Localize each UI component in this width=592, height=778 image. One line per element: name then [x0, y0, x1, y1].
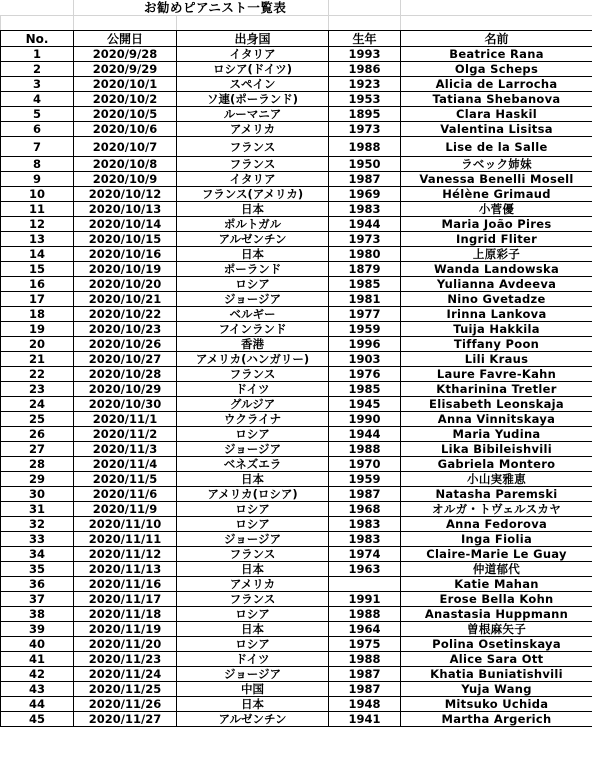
- cell-name[interactable]: 上原彩子: [401, 247, 592, 262]
- cell-year[interactable]: 1944: [329, 217, 401, 232]
- cell-date[interactable]: 2020/10/20: [74, 277, 177, 292]
- header-year[interactable]: 生年: [329, 31, 401, 47]
- cell-no[interactable]: 22: [1, 367, 74, 382]
- cell-name[interactable]: Ktharinina Tretler: [401, 382, 592, 397]
- table-row: [1, 592, 592, 607]
- cell-country[interactable]: 中国: [177, 682, 329, 697]
- table-row: [1, 517, 592, 532]
- cell-year[interactable]: 1895: [329, 107, 401, 122]
- cell-year[interactable]: 1976: [329, 367, 401, 382]
- cell-name[interactable]: Clara Haskil: [401, 107, 592, 122]
- cell-name[interactable]: Mitsuko Uchida: [401, 697, 592, 712]
- cell-date[interactable]: 2020/11/16: [74, 577, 177, 592]
- cell-name[interactable]: Nino Gvetadze: [401, 292, 592, 307]
- cell-country[interactable]: ソ連(ポーランド): [177, 92, 329, 107]
- cell-year[interactable]: 1953: [329, 92, 401, 107]
- cell-year[interactable]: 1996: [329, 337, 401, 352]
- table-row: [1, 577, 592, 592]
- cell-country[interactable]: ロシア(ドイツ): [177, 62, 329, 77]
- table-row: [1, 682, 592, 697]
- cell-name[interactable]: Martha Argerich: [401, 712, 592, 727]
- cell-country[interactable]: 香港: [177, 337, 329, 352]
- cell-year[interactable]: 1987: [329, 487, 401, 502]
- cell-country[interactable]: アメリカ: [177, 122, 329, 137]
- cell-year[interactable]: 1988: [329, 442, 401, 457]
- cell-country[interactable]: ロシア: [177, 607, 329, 622]
- cell-date[interactable]: 2020/11/17: [74, 592, 177, 607]
- cell-no[interactable]: 6: [1, 122, 74, 137]
- cell-name[interactable]: Elisabeth Leonskaja: [401, 397, 592, 412]
- cell-name[interactable]: Tuija Hakkila: [401, 322, 592, 337]
- cell-year[interactable]: 1983: [329, 532, 401, 547]
- cell-country[interactable]: フランス: [177, 137, 329, 157]
- cell-no[interactable]: 17: [1, 292, 74, 307]
- cell-no[interactable]: 24: [1, 397, 74, 412]
- table-row: [1, 122, 592, 137]
- cell-name[interactable]: Tatiana Shebanova: [401, 92, 592, 107]
- cell-date[interactable]: 2020/11/5: [74, 472, 177, 487]
- cell-country[interactable]: フランス: [177, 157, 329, 172]
- cell-date[interactable]: 2020/11/4: [74, 457, 177, 472]
- cell[interactable]: [329, 0, 401, 16]
- table-row: [1, 292, 592, 307]
- cell-country[interactable]: フランス(アメリカ): [177, 187, 329, 202]
- cell-year[interactable]: 1987: [329, 682, 401, 697]
- cell-year[interactable]: 1980: [329, 247, 401, 262]
- cell-date[interactable]: 2020/11/6: [74, 487, 177, 502]
- cell-date[interactable]: 2020/10/30: [74, 397, 177, 412]
- cell-no[interactable]: 44: [1, 697, 74, 712]
- table-row: [1, 137, 592, 157]
- cell-year[interactable]: 1948: [329, 697, 401, 712]
- cell-date[interactable]: 2020/11/20: [74, 637, 177, 652]
- table-row: [1, 412, 592, 427]
- cell-no[interactable]: 43: [1, 682, 74, 697]
- table-row: [1, 107, 592, 122]
- cell-date[interactable]: 2020/10/9: [74, 172, 177, 187]
- cell-country[interactable]: アメリカ(ロシア): [177, 487, 329, 502]
- cell-date[interactable]: 2020/10/16: [74, 247, 177, 262]
- cell-date[interactable]: 2020/10/12: [74, 187, 177, 202]
- table-row: [1, 367, 592, 382]
- table-row: [1, 262, 592, 277]
- cell-year[interactable]: 1985: [329, 277, 401, 292]
- cell-date[interactable]: 2020/10/7: [74, 137, 177, 157]
- cell-country[interactable]: フランス: [177, 367, 329, 382]
- cell-country[interactable]: アメリカ: [177, 577, 329, 592]
- cell-name[interactable]: Anna Vinnitskaya: [401, 412, 592, 427]
- cell-country[interactable]: ドイツ: [177, 382, 329, 397]
- cell-date[interactable]: 2020/11/26: [74, 697, 177, 712]
- cell-name[interactable]: Wanda Landowska: [401, 262, 592, 277]
- cell-country[interactable]: ベルギー: [177, 307, 329, 322]
- cell-no[interactable]: 28: [1, 457, 74, 472]
- cell-year[interactable]: 1964: [329, 622, 401, 637]
- cell-date[interactable]: 2020/10/21: [74, 292, 177, 307]
- cell-year[interactable]: 1987: [329, 172, 401, 187]
- cell-no[interactable]: 4: [1, 92, 74, 107]
- cell-country[interactable]: 日本: [177, 697, 329, 712]
- cell-name[interactable]: Beatrice Rana: [401, 47, 592, 62]
- cell-country[interactable]: フインランド: [177, 322, 329, 337]
- cell-country[interactable]: アルゼンチン: [177, 232, 329, 247]
- cell-year[interactable]: 1941: [329, 712, 401, 727]
- cell-date[interactable]: 2020/9/28: [74, 47, 177, 62]
- cell[interactable]: [74, 16, 177, 31]
- cell-no[interactable]: 27: [1, 442, 74, 457]
- cell-year[interactable]: 1981: [329, 292, 401, 307]
- cell-no[interactable]: 39: [1, 622, 74, 637]
- table-row: [1, 697, 592, 712]
- cell-no[interactable]: 12: [1, 217, 74, 232]
- cell-name[interactable]: Olga Scheps: [401, 62, 592, 77]
- cell-name[interactable]: Anastasia Huppmann: [401, 607, 592, 622]
- cell-year[interactable]: 1973: [329, 232, 401, 247]
- cell-name[interactable]: Valentina Lisitsa: [401, 122, 592, 137]
- table-row: [1, 247, 592, 262]
- cell-date[interactable]: 2020/11/9: [74, 502, 177, 517]
- header-name[interactable]: 名前: [401, 31, 592, 47]
- cell-name[interactable]: Tiffany Poon: [401, 337, 592, 352]
- cell-country[interactable]: ロシア: [177, 277, 329, 292]
- cell-no[interactable]: 9: [1, 172, 74, 187]
- cell-date[interactable]: 2020/10/28: [74, 367, 177, 382]
- cell-year[interactable]: 1987: [329, 667, 401, 682]
- cell-date[interactable]: 2020/10/26: [74, 337, 177, 352]
- cell-no[interactable]: 3: [1, 77, 74, 92]
- cell-name[interactable]: Maria Yudina: [401, 427, 592, 442]
- cell-name[interactable]: 仲道郁代: [401, 562, 592, 577]
- table-row: [1, 172, 592, 187]
- table-row: [1, 307, 592, 322]
- cell-name[interactable]: Anna Fedorova: [401, 517, 592, 532]
- cell[interactable]: [1, 16, 74, 31]
- table-row: [1, 202, 592, 217]
- blank-row: [1, 16, 592, 31]
- cell-no[interactable]: 19: [1, 322, 74, 337]
- cell-no[interactable]: 32: [1, 517, 74, 532]
- cell-no[interactable]: 11: [1, 202, 74, 217]
- cell-name[interactable]: 小菅優: [401, 202, 592, 217]
- cell-date[interactable]: 2020/9/29: [74, 62, 177, 77]
- cell-date[interactable]: 2020/11/23: [74, 652, 177, 667]
- cell-date[interactable]: 2020/10/15: [74, 232, 177, 247]
- cell-date[interactable]: 2020/10/22: [74, 307, 177, 322]
- cell-country[interactable]: 日本: [177, 247, 329, 262]
- table-row: [1, 187, 592, 202]
- cell-no[interactable]: 41: [1, 652, 74, 667]
- cell-country[interactable]: ポーランド: [177, 262, 329, 277]
- cell-date[interactable]: 2020/11/19: [74, 622, 177, 637]
- cell-date[interactable]: 2020/11/27: [74, 712, 177, 727]
- cell-no[interactable]: 33: [1, 532, 74, 547]
- cell-no[interactable]: 8: [1, 157, 74, 172]
- cell-year[interactable]: 1945: [329, 397, 401, 412]
- cell-date[interactable]: 2020/11/3: [74, 442, 177, 457]
- cell-date[interactable]: 2020/10/2: [74, 92, 177, 107]
- cell-name[interactable]: Inga Fiolia: [401, 532, 592, 547]
- table-row: [1, 547, 592, 562]
- cell[interactable]: [177, 16, 329, 31]
- cell-name[interactable]: Yuja Wang: [401, 682, 592, 697]
- cell[interactable]: [329, 16, 401, 31]
- cell-name[interactable]: Katie Mahan: [401, 577, 592, 592]
- cell-name[interactable]: 小山実雅恵: [401, 472, 592, 487]
- cell[interactable]: [1, 0, 74, 16]
- cell-year[interactable]: [329, 577, 401, 592]
- cell-country[interactable]: ジョージア: [177, 292, 329, 307]
- cell-date[interactable]: 2020/10/13: [74, 202, 177, 217]
- table-row: [1, 472, 592, 487]
- cell-country[interactable]: グルジア: [177, 397, 329, 412]
- cell-no[interactable]: 38: [1, 607, 74, 622]
- cell-year[interactable]: 1959: [329, 472, 401, 487]
- cell-date[interactable]: 2020/10/27: [74, 352, 177, 367]
- cell-country[interactable]: アルゼンチン: [177, 712, 329, 727]
- cell-no[interactable]: 10: [1, 187, 74, 202]
- cell-date[interactable]: 2020/10/5: [74, 107, 177, 122]
- cell-name[interactable]: Maria João Pires: [401, 217, 592, 232]
- cell-country[interactable]: ドイツ: [177, 652, 329, 667]
- cell-no[interactable]: 2: [1, 62, 74, 77]
- cell-name[interactable]: Hélène Grimaud: [401, 187, 592, 202]
- cell-no[interactable]: 34: [1, 547, 74, 562]
- cell-name[interactable]: Ingrid Fliter: [401, 232, 592, 247]
- cell-no[interactable]: 29: [1, 472, 74, 487]
- cell-name[interactable]: Laure Favre-Kahn: [401, 367, 592, 382]
- table-row: [1, 457, 592, 472]
- cell-name[interactable]: Gabriela Montero: [401, 457, 592, 472]
- table-row: [1, 77, 592, 92]
- cell-no[interactable]: 31: [1, 502, 74, 517]
- cell-name[interactable]: Claire-Marie Le Guay: [401, 547, 592, 562]
- cell-year[interactable]: 1983: [329, 202, 401, 217]
- table-row: [1, 232, 592, 247]
- cell-date[interactable]: 2020/11/24: [74, 667, 177, 682]
- cell-name[interactable]: Lili Kraus: [401, 352, 592, 367]
- cell-date[interactable]: 2020/10/29: [74, 382, 177, 397]
- cell-country[interactable]: 日本: [177, 622, 329, 637]
- cell-year[interactable]: 1944: [329, 427, 401, 442]
- cell-no[interactable]: 42: [1, 667, 74, 682]
- cell-country[interactable]: ジョージア: [177, 667, 329, 682]
- cell-name[interactable]: 曽根麻矢子: [401, 622, 592, 637]
- cell-country[interactable]: スペイン: [177, 77, 329, 92]
- cell-year[interactable]: 1969: [329, 187, 401, 202]
- table-row: [1, 397, 592, 412]
- cell-name[interactable]: Yulianna Avdeeva: [401, 277, 592, 292]
- cell-no[interactable]: 37: [1, 592, 74, 607]
- cell-no[interactable]: 20: [1, 337, 74, 352]
- cell-date[interactable]: 2020/11/2: [74, 427, 177, 442]
- table-row: [1, 352, 592, 367]
- cell-country[interactable]: ウクライナ: [177, 412, 329, 427]
- cell-country[interactable]: フランス: [177, 547, 329, 562]
- table-row: [1, 607, 592, 622]
- cell-no[interactable]: 5: [1, 107, 74, 122]
- cell-country[interactable]: ジョージア: [177, 532, 329, 547]
- cell-country[interactable]: 日本: [177, 472, 329, 487]
- cell-year[interactable]: 1973: [329, 122, 401, 137]
- cell-year[interactable]: 1963: [329, 562, 401, 577]
- cell-country[interactable]: ロシア: [177, 637, 329, 652]
- cell-country[interactable]: ルーマニア: [177, 107, 329, 122]
- cell-country[interactable]: 日本: [177, 562, 329, 577]
- cell-country[interactable]: アメリカ(ハンガリー): [177, 352, 329, 367]
- table-row: [1, 652, 592, 667]
- cell-year[interactable]: 1959: [329, 322, 401, 337]
- cell-no[interactable]: 15: [1, 262, 74, 277]
- cell-year[interactable]: 1990: [329, 412, 401, 427]
- cell-name[interactable]: Khatia Buniatishvili: [401, 667, 592, 682]
- cell-name[interactable]: Natasha Paremski: [401, 487, 592, 502]
- cell-date[interactable]: 2020/11/25: [74, 682, 177, 697]
- cell-no[interactable]: 18: [1, 307, 74, 322]
- cell[interactable]: [401, 16, 592, 31]
- table-row: [1, 667, 592, 682]
- cell-no[interactable]: 40: [1, 637, 74, 652]
- cell-no[interactable]: 14: [1, 247, 74, 262]
- cell-name[interactable]: Erose Bella Kohn: [401, 592, 592, 607]
- cell-date[interactable]: 2020/10/1: [74, 77, 177, 92]
- cell-country[interactable]: ロシア: [177, 502, 329, 517]
- header-country[interactable]: 出身国: [177, 31, 329, 47]
- sheet-title[interactable]: お勧めピアニスト一覧表: [74, 0, 329, 16]
- table-row: [1, 217, 592, 232]
- cell[interactable]: [401, 0, 592, 16]
- header-row: [1, 31, 592, 47]
- cell-country[interactable]: ジョージア: [177, 442, 329, 457]
- table-row: [1, 712, 592, 727]
- table-row: [1, 92, 592, 107]
- cell-country[interactable]: 日本: [177, 202, 329, 217]
- cell-name[interactable]: Lise de la Salle: [401, 137, 592, 157]
- cell-year[interactable]: 1879: [329, 262, 401, 277]
- cell-no[interactable]: 36: [1, 577, 74, 592]
- table-row: [1, 532, 592, 547]
- header-no[interactable]: No.: [1, 31, 74, 47]
- table-row: [1, 502, 592, 517]
- cell-no[interactable]: 7: [1, 137, 74, 157]
- cell-date[interactable]: 2020/11/10: [74, 517, 177, 532]
- cell-year[interactable]: 1988: [329, 607, 401, 622]
- cell-date[interactable]: 2020/11/13: [74, 562, 177, 577]
- table-row: [1, 337, 592, 352]
- cell-year[interactable]: 1968: [329, 502, 401, 517]
- cell-country[interactable]: イタリア: [177, 47, 329, 62]
- cell-name[interactable]: オルガ・トヴェルスカヤ: [401, 502, 592, 517]
- cell-year[interactable]: 1991: [329, 592, 401, 607]
- cell-year[interactable]: 1988: [329, 137, 401, 157]
- table-row: [1, 62, 592, 77]
- cell-no[interactable]: 1: [1, 47, 74, 62]
- table-row: [1, 562, 592, 577]
- table-row: [1, 277, 592, 292]
- table-row: [1, 47, 592, 62]
- cell-year[interactable]: 1950: [329, 157, 401, 172]
- cell-date[interactable]: 2020/10/6: [74, 122, 177, 137]
- cell-date[interactable]: 2020/11/11: [74, 532, 177, 547]
- cell-name[interactable]: ラベック姉妹: [401, 157, 592, 172]
- cell-year[interactable]: 1903: [329, 352, 401, 367]
- cell-name[interactable]: Vanessa Benelli Mosell: [401, 172, 592, 187]
- cell-name[interactable]: Alice Sara Ott: [401, 652, 592, 667]
- cell-no[interactable]: 21: [1, 352, 74, 367]
- cell-country[interactable]: ベネズエラ: [177, 457, 329, 472]
- cell-date[interactable]: 2020/11/1: [74, 412, 177, 427]
- table-row: [1, 442, 592, 457]
- cell-name[interactable]: Alicia de Larrocha: [401, 77, 592, 92]
- cell-year[interactable]: 1985: [329, 382, 401, 397]
- cell-date[interactable]: 2020/10/14: [74, 217, 177, 232]
- cell-date[interactable]: 2020/10/8: [74, 157, 177, 172]
- table-row: [1, 427, 592, 442]
- cell-no[interactable]: 16: [1, 277, 74, 292]
- table-row: [1, 622, 592, 637]
- cell-name[interactable]: Polina Osetinskaya: [401, 637, 592, 652]
- cell-year[interactable]: 1977: [329, 307, 401, 322]
- cell-year[interactable]: 1986: [329, 62, 401, 77]
- cell-country[interactable]: イタリア: [177, 172, 329, 187]
- cell-year[interactable]: 1993: [329, 47, 401, 62]
- cell-no[interactable]: 30: [1, 487, 74, 502]
- cell-name[interactable]: Lika Bibileishvili: [401, 442, 592, 457]
- cell-no[interactable]: 13: [1, 232, 74, 247]
- title-row: [1, 0, 592, 16]
- cell-year[interactable]: 1970: [329, 457, 401, 472]
- cell-date[interactable]: 2020/11/12: [74, 547, 177, 562]
- table-row: [1, 487, 592, 502]
- cell-year[interactable]: 1975: [329, 637, 401, 652]
- cell-no[interactable]: 23: [1, 382, 74, 397]
- cell-country[interactable]: ロシア: [177, 517, 329, 532]
- cell-year[interactable]: 1923: [329, 77, 401, 92]
- header-date[interactable]: 公開日: [74, 31, 177, 47]
- cell-no[interactable]: 45: [1, 712, 74, 727]
- cell-name[interactable]: Irinna Lankova: [401, 307, 592, 322]
- cell-no[interactable]: 25: [1, 412, 74, 427]
- table-row: [1, 157, 592, 172]
- table-row: [1, 637, 592, 652]
- cell-date[interactable]: 2020/11/18: [74, 607, 177, 622]
- cell-no[interactable]: 26: [1, 427, 74, 442]
- cell-country[interactable]: フランス: [177, 592, 329, 607]
- cell-year[interactable]: 1988: [329, 652, 401, 667]
- cell-year[interactable]: 1983: [329, 517, 401, 532]
- cell-no[interactable]: 35: [1, 562, 74, 577]
- table-row: [1, 322, 592, 337]
- cell-date[interactable]: 2020/10/23: [74, 322, 177, 337]
- cell-year[interactable]: 1974: [329, 547, 401, 562]
- cell-country[interactable]: ロシア: [177, 427, 329, 442]
- cell-date[interactable]: 2020/10/19: [74, 262, 177, 277]
- cell-country[interactable]: ポルトガル: [177, 217, 329, 232]
- table-row: [1, 382, 592, 397]
